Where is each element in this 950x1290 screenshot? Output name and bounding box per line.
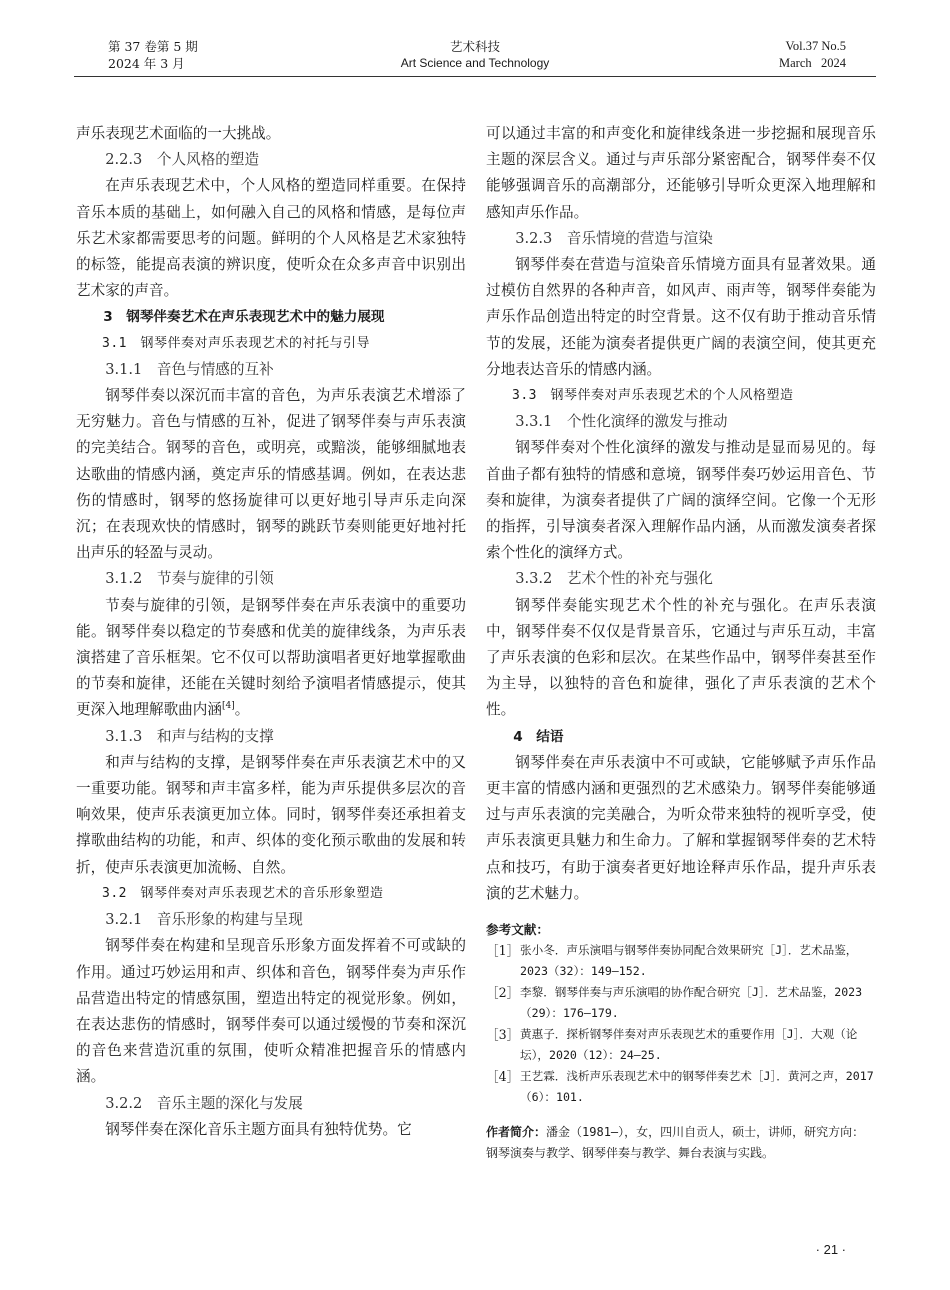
header-vol-en	[779, 38, 846, 72]
reference-item	[486, 1066, 876, 1108]
references	[486, 919, 876, 1108]
left-column	[76, 121, 466, 1143]
author-bio-label: 作者简介：	[486, 1125, 547, 1140]
paragraph	[76, 593, 466, 724]
reference-item	[486, 1024, 876, 1066]
paragraph-end: 。	[234, 701, 250, 719]
section-heading-3-1-1: 3.1.1 音色与情感的互补	[105, 360, 274, 378]
paragraph: 钢琴伴奏在深化音乐主题方面具有独特优势。它	[105, 1120, 412, 1138]
author-bio-text: 潘金（1981—），女，四川自贡人，硕士，讲师，研究方向：钢琴演奏与教学、钢琴伴奏与教学、舞台表演与实践。	[486, 1125, 865, 1161]
right-column	[486, 121, 876, 1164]
section-heading-3-2: 3.2 钢琴伴奏对声乐表现艺术的音乐形象塑造	[102, 885, 384, 901]
paragraph: 在声乐表现艺术中，个人风格的塑造同样重要。在保持音乐本质的基础上，如何融入自己的风格和情感，是每位声乐艺术家都需要思考的问题。鲜明的个人风格是艺术家独特的标签，能提高表演的辨识度，使听众在众多声音中识别出艺术家的声音。	[76, 177, 466, 300]
paragraph: 钢琴伴奏在构建和呈现音乐形象方面发挥着不可或缺的作用。通过巧妙运用和声、织体和音色，钢琴伴奏为声乐作品营造出特定的情感氛围，塑造出特定的视觉形象。例如，在表达悲伤的情感时，钢琴伴奏可以通过缓慢的节奏和深沉的音色来营造沉重的氛围，使听众精准把握音乐的情感内涵。	[76, 937, 466, 1086]
section-heading-3-1: 3.1 钢琴伴奏对声乐表现艺术的衬托与引导	[102, 335, 370, 351]
header-date-cn: 2024 年 3 月	[108, 56, 185, 71]
paragraph: 钢琴伴奏以深沉而丰富的音色，为声乐表演艺术增添了无穷魅力。音色与情感的互补，促进了钢琴伴奏与声乐表演的完美结合。钢琴的音色，或明亮，或黯淡，能够细腻地表达歌曲的情感内涵，奠定声乐的情感基调。例如，在表达悲伤的情感时，钢琴的悠扬旋律可以更好地引导声乐走向深沉；在表现欢快的情感时，钢琴的跳跃节奏则能更好地衬托出声乐的轻盈与灵动。	[76, 387, 466, 562]
reference-text: 黄惠子．探析钢琴伴奏对声乐表现艺术的重要作用［J］．大观（论坛），2020（12）：24–25.	[520, 1027, 858, 1063]
reference-text: 王艺霖．浅析声乐表现艺术中的钢琴伴奏艺术［J］．黄河之声，2017（6）：101.	[520, 1069, 874, 1105]
paragraph: 和声与结构的支撑，是钢琴伴奏在声乐表演艺术中的又一重要功能。钢琴和声丰富多样，能为声乐提供多层次的音响效果，使声乐表演更加立体。同时，钢琴伴奏还承担着支撑歌曲结构的功能，和声、织体的变化预示歌曲的发展和转折，使声乐表演更加流畅、自然。	[76, 753, 466, 876]
section-heading-3-3: 3.3 钢琴伴奏对声乐表现艺术的个人风格塑造	[512, 388, 794, 404]
reference-number: ［4］	[486, 1069, 520, 1085]
reference-text: 张小冬．声乐演唱与钢琴伴奏协同配合效果研究［J］．艺术品鉴，2023（32）：149–152.	[520, 943, 858, 979]
header-journal-cn: 艺术科技	[449, 39, 500, 54]
reference-number: ［1］	[486, 943, 520, 959]
paragraph: 钢琴伴奏能实现艺术个性的补充与强化。在声乐表演中，钢琴伴奏不仅仅是背景音乐，它通过与声乐互动，丰富了声乐表演的色彩和层次。在某些作品中，钢琴伴奏甚至作为主导，以独特的音色和旋律，强化了声乐表演的艺术个性。	[486, 596, 876, 719]
header-date-en: March 2024	[779, 56, 846, 70]
reference-item	[486, 940, 876, 982]
section-heading-3-3-1: 3.3.1 个性化演绎的激发与推动	[515, 413, 728, 431]
paragraph: 可以通过丰富的和声变化和旋律线条进一步挖掘和展现音乐主题的深层含义。通过与声乐部分紧密配合，钢琴伴奏不仅能够强调音乐的高潮部分，还能够引导听众更深入地理解和感知声乐作品。	[486, 125, 876, 221]
section-heading-3-1-3: 3.1.3 和声与结构的支撑	[105, 727, 274, 745]
paragraph: 钢琴伴奏对个性化演绎的激发与推动是显而易见的。每首曲子都有独特的情感和意境，钢琴伴奏巧妙运用音色、节奏和旋律，为演奏者提供了广阔的演绎空间。它像一个无形的指挥，引导演奏者深入理解作品内涵，从而激发演奏者探索个性化的演绎方式。	[486, 439, 876, 562]
paragraph-text: 节奏与旋律的引领，是钢琴伴奏在声乐表演中的重要功能。钢琴伴奏以稳定的节奏感和优美的旋律线条，为声乐表演搭建了音乐框架。它不仅可以帮助演唱者更好地掌握歌曲的节奏和旋律，还能在关键时刻给予演唱者情感提示，使其更深入地理解歌曲内涵	[76, 596, 466, 719]
section-heading-3-2-1: 3.2.1 音乐形象的构建与呈现	[105, 911, 303, 929]
references-heading: 参考文献：	[486, 922, 549, 938]
section-heading-3-2-2: 3.2.2 音乐主题的深化与发展	[105, 1094, 303, 1112]
header-volume: 第 37 卷第 5 期	[108, 39, 198, 54]
paragraph: 钢琴伴奏在营造与渲染音乐情境方面具有显著效果。通过模仿自然界的各种声音，如风声、雨声等，钢琴伴奏能为声乐作品创造出特定的时空背景。这不仅有助于推动音乐情节的发展，还能为演奏者提供更广阔的表演空间，使其更充分地表达音乐的情感内涵。	[486, 256, 876, 378]
reference-number: ［2］	[486, 985, 520, 1001]
citation-4: [4]	[221, 701, 235, 712]
section-heading-3-3-2: 3.3.2 艺术个性的补充与强化	[515, 570, 713, 588]
section-heading-3-2-3: 3.2.3 音乐情境的营造与渲染	[515, 229, 713, 247]
paragraph: 声乐表现艺术面临的一大挑战。	[76, 125, 281, 142]
section-heading-2-2-3: 2.2.3 个人风格的塑造	[105, 151, 260, 169]
header-vol-number: Vol.37 No.5	[785, 39, 846, 53]
page-number: · 21 ·	[815, 1242, 846, 1257]
section-heading-3-1-2: 3.1.2 节奏与旋律的引领	[105, 570, 274, 588]
header-rule	[74, 76, 876, 77]
reference-text: 李黎．钢琴伴奏与声乐演唱的协作配合研究［J］．艺术品鉴，2023（29）：176–179.	[520, 985, 863, 1021]
reference-item	[486, 982, 876, 1024]
paragraph: 钢琴伴奏在声乐表演中不可或缺，它能够赋予声乐作品更丰富的情感内涵和更强烈的艺术感染力。钢琴伴奏能够通过与声乐表演的完美融合，为听众带来独特的视听享受，使声乐表演更具魅力和生命力。了解和掌握钢琴伴奏的艺术特点和技巧，有助于演奏者更好地诠释声乐作品，提升声乐表演的艺术魅力。	[486, 753, 876, 902]
header-journal-en: Art Science and Technology	[400, 56, 550, 70]
author-bio	[486, 1122, 876, 1164]
reference-number: ［3］	[486, 1027, 520, 1043]
section-heading-4: 4 结语	[513, 728, 564, 745]
section-heading-3: 3 钢琴伴奏艺术在声乐表现艺术中的魅力展现	[103, 309, 385, 326]
